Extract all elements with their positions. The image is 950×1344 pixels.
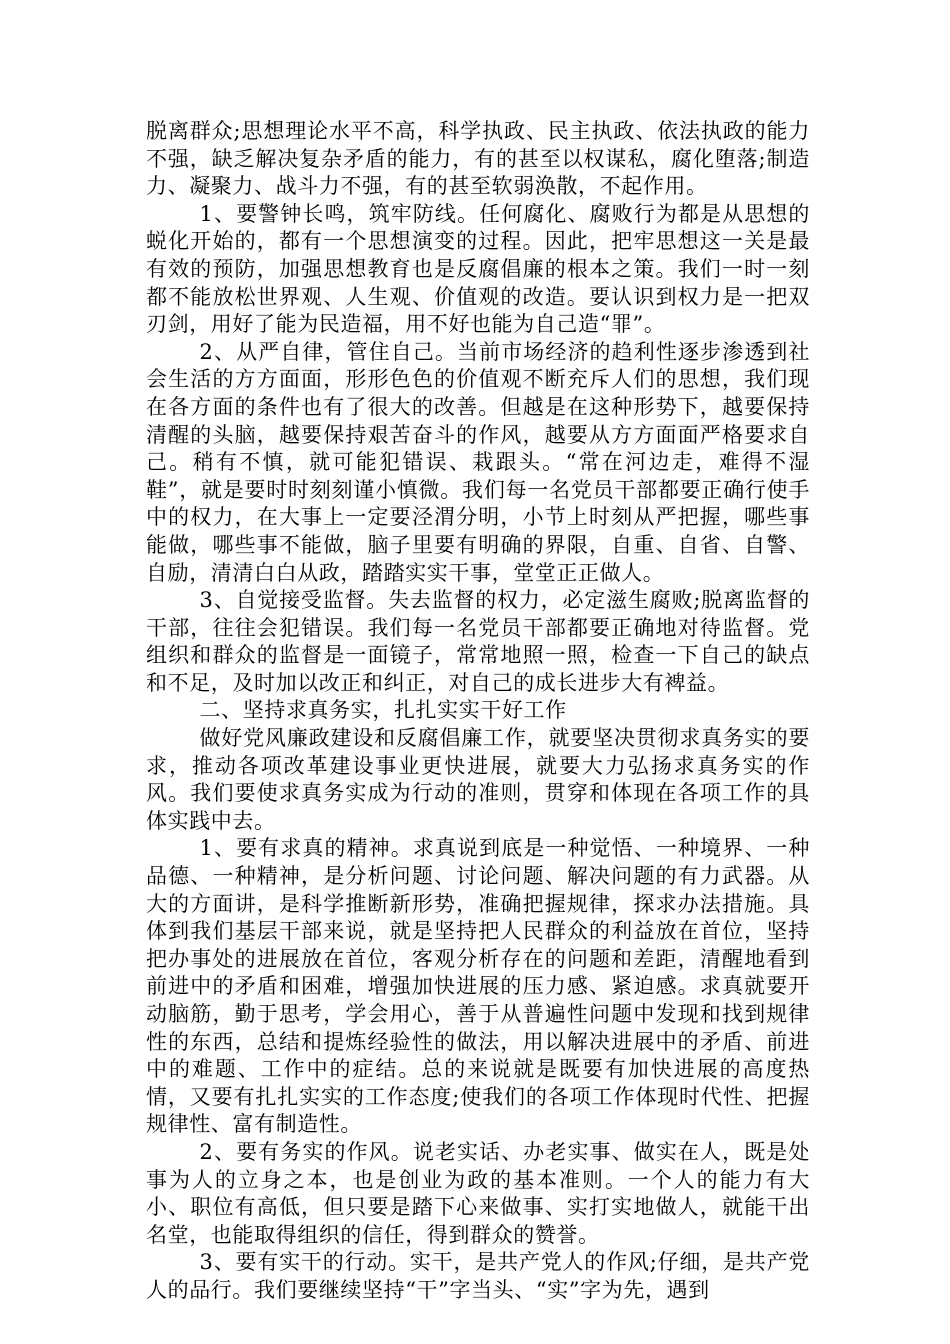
paragraph-section-2-point-1: 1、要有求真的精神。求真说到底是一种觉悟、一种境界、一种品德、一种精神，是分析问题、讨论问题、解决问题的有力武器。从大的方面讲，是科学推断新形势，准确把握规律，探求办法措施。具体到我们基层干部来说，就是坚持把人民群众的利益放在首位，坚持把办事处的进展放在首位，客观分析存在的问题和差距，清醒地看到前进中的矛盾和困难，增强加快进展的压力感、紧迫感。求真就要开动脑筋，勤于思考，学会用心，善于从普遍性问题中发现和找到规律性的东西，总结和提炼经验性的做法，用以解决进展中的矛盾、前进中的难题、工作中的症结。总的来说就是既要有加快进展的高度热情，又要有扎扎实实的工作态度;使我们的各项工作体现时代性、把握规律性、富有制造性。 <box>146 836 810 1137</box>
paragraph-point-3: 3、自觉接受监督。失去监督的权力，必定滋生腐败;脱离监督的干部，往往会犯错误。我们每一名党员干部都要正确地对待监督。党组织和群众的监督是一面镜子，常常地照一照，检查一下自己的缺点和不足，及时加以改正和纠正，对自己的成长进步大有裨益。 <box>146 588 810 695</box>
paragraph-section-2-intro: 做好党风廉政建设和反腐倡廉工作，就要坚决贯彻求真务实的要求，推动各项改革建设事业更快进展，就要大力弘扬求真务实的作风。我们要使求真务实成为行动的准则，贯穿和体现在各项工作的具体实践中去。 <box>146 726 810 833</box>
paragraph-point-2: 2、从严自律，管住自己。当前市场经济的趋利性逐步渗透到社会生活的方方面面，形形色色的价值观不断充斥人们的思想，我们现在各方面的条件也有了很大的改善。但越是在这种形势下，越要保持清醒的头脑，越要保持艰苦奋斗的作风，越要从方方面面严格要求自己。稍有不慎，就可能犯错误、栽跟头。“常在河边走，难得不湿鞋”，就是要时时刻刻谨小慎微。我们每一名党员干部都要正确行使手中的权力，在大事上一定要泾渭分明，小节上时刻从严把握，哪些事能做，哪些事不能做，脑子里要有明确的界限，自重、自省、自警、自励，清清白白从政，踏踏实实干事，堂堂正正做人。 <box>146 339 810 585</box>
paragraph-point-1: 1、要警钟长鸣，筑牢防线。任何腐化、腐败行为都是从思想的蜕化开始的，都有一个思想演变的过程。因此，把牢思想这一关是最有效的预防，加强思想教育也是反腐倡廉的根本之策。我们一时一刻都不能放松世界观、人生观、价值观的改造。要认识到权力是一把双刃剑，用好了能为民造福，用不好也能为自己造“罪”。 <box>146 201 810 337</box>
section-heading-2: 二、坚持求真务实，扎扎实实干好工作 <box>199 698 567 723</box>
paragraph-section-2-point-3: 3、要有实干的行动。实干，是共产党人的作风;仔细，是共产党人的品行。我们要继续坚持“干”字当头、“实”字为先，遇到 <box>146 1250 810 1302</box>
paragraph-section-2-point-2: 2、要有务实的作风。说老实话、办老实事、做实在人，既是处事为人的立身之本，也是创业为政的基本准则。一个人的能力有大小、职位有高低，但只要是踏下心来做事、实打实地做人，就能干出名堂，也能取得组织的信任，得到群众的赞誉。 <box>146 1139 810 1247</box>
paragraph-intro: 脱离群众;思想理论水平不高，科学执政、民主执政、依法执政的能力不强，缺乏解决复杂矛盾的能力，有的甚至以权谋私，腐化堕落;制造力、凝聚力、战斗力不强，有的甚至软弱涣散，不起作用。 <box>146 119 810 199</box>
document-page <box>146 118 810 1305</box>
